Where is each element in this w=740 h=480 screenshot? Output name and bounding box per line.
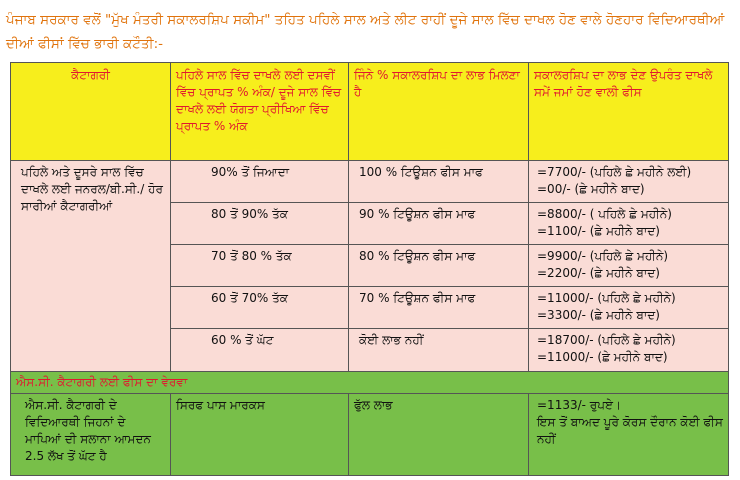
sc-fee-amount: =1133/- ਰੁਪਏ।: [537, 398, 622, 412]
column-header-marks: ਪਹਿਲੇ ਸਾਲ ਵਿੱਚ ਦਾਖਲੇ ਲਈ ਦਸਵੀਂ ਵਿੱਚ ਪ੍ਰਾਪਤ % ਅੰਕ/ ਦੂਜੇ ਸਾਲ ਵਿੱਚ ਦਾਖਲੇ ਲਈ ਯੋਗਤਾ ਪ੍ਰੀਖਿਆ ਵਿੱਚ ਪ੍ਰਾਪਤ % ਅੰਕ: [171, 63, 349, 161]
fee-after-six-months: =2200/- (ਛੇ ਮਹੀਨੇ ਬਾਦ): [537, 266, 660, 280]
sc-fee-note: ਇਸ ਤੋਂ ਬਾਅਦ ਪੂਰੇ ਕੋਰਸ ਦੌਰਾਨ ਕੋਈ ਫੀਸ ਨਹੀਂ: [537, 415, 723, 446]
fee-after-six-months: =3300/- (ਛੇ ਮਹੀਨੇ ਬਾਦ): [537, 308, 660, 322]
marks-item: 70 ਤੋਂ 80 % ਤੱਕ: [171, 245, 348, 287]
sc-marks-cell: ਸਿਰਫ ਪਾਸ ਮਾਰਕਸ: [171, 394, 349, 476]
sc-category-cell: ਐਸ.ਸੀ. ਕੈਟਾਗਰੀ ਦੇ ਵਿਦਿਆਰਥੀ ਜਿਹਨਾਂ ਦੇ ਮਾਪਿਆਂ ਦੀ ਸਲਾਨਾ ਆਮਦਨ 2.5 ਲੱਖ ਤੋਂ ਘੱਟ ਹੈ: [11, 394, 171, 476]
column-header-category: ਕੈਟਾਗਰੀ: [11, 63, 171, 161]
marks-item: 60 ਤੋਂ 70% ਤੱਕ: [171, 287, 348, 329]
marks-cell: [171, 161, 349, 372]
column-header-benefit: ਜਿੰਨੇ % ਸਕਾਲਰਸ਼ਿਪ ਦਾ ਲਾਭ ਮਿਲਣਾ ਹੈ: [349, 63, 529, 161]
fee-item: [529, 245, 728, 287]
fee-after-six-months: =00/- (ਛੇ ਮਹੀਨੇ ਬਾਦ): [537, 182, 645, 196]
general-category-cell: ਪਹਿਲੇ ਅਤੇ ਦੂਸਰੇ ਸਾਲ ਵਿੱਚ ਦਾਖਲੇ ਲਈ ਜਨਰਲ/ਬੀ.ਸੀ./ ਹੋਰ ਸਾਰੀਆਂ ਕੈਟਾਗਰੀਆਂ: [11, 161, 171, 372]
fee-item: [529, 287, 728, 329]
sc-benefit-cell: ਫੁੱਲ ਲਾਭ: [349, 394, 529, 476]
marks-item: 80 ਤੋਂ 90% ਤੱਕ: [171, 203, 348, 245]
fee-after-six-months: =1100/- (ਛੇ ਮਹੀਨੇ ਬਾਦ): [537, 224, 660, 238]
page-heading: ਪੰਜਾਬ ਸਰਕਾਰ ਵਲੋਂ "ਮੁੱਖ ਮੰਤਰੀ ਸਕਾਲਰਸ਼ਿਪ ਸਕੀਮ" ਤਹਿਤ ਪਹਿਲੇ ਸਾਲ ਅਤੇ ਲੀਟ ਰਾਹੀਂ ਦੂਜੇ ਸਾਲ ਵਿੱਚ ਦਾਖਲ ਹੋਣ ਵਾਲੇ ਹੋਣਹਾਰ ਵਿਦਿਆਰਥੀਆਂ ਦੀਆਂ ਫੀਸਾਂ ਵਿੱਚ ਭਾਰੀ ਕਟੌਤੀ:-: [6, 12, 725, 52]
fee-first-six-months: =18700/- (ਪਹਿਲੇ ਛੇ ਮਹੀਨੇ): [537, 333, 676, 347]
fee-cell: [529, 161, 729, 372]
marks-item: 90% ਤੋਂ ਜਿਆਦਾ: [171, 161, 348, 203]
benefit-item: 90 % ਟਿਊਸ਼ਨ ਫੀਸ ਮਾਫ: [349, 203, 528, 245]
fee-after-six-months: =11000/- (ਛੇ ਮਹੀਨੇ ਬਾਦ): [537, 350, 668, 364]
benefit-cell: [349, 161, 529, 372]
general-category-row: [11, 161, 729, 372]
table-header-row: [11, 63, 729, 161]
benefit-item: ਕੋਈ ਲਾਭ ਨਹੀਂ: [359, 333, 424, 347]
benefit-item: 70 % ਟਿਊਸ਼ਨ ਫੀਸ ਮਾਫ: [349, 287, 528, 329]
column-header-fee: ਸਕਾਲਰਸ਼ਿਪ ਦਾ ਲਾਭ ਦੇਣ ਉਪਰੰਤ ਦਾਖਲੇ ਸਮੇਂ ਜਮਾਂ ਹੋਣ ਵਾਲੀ ਫੀਸ: [529, 63, 729, 161]
fee-first-six-months: =8800/- ( ਪਹਿਲੇ ਛੇ ਮਹੀਨੇ): [537, 207, 672, 221]
scholarship-table: [10, 62, 729, 476]
benefit-item: 100 % ਟਿਊਸ਼ਨ ਫੀਸ ਮਾਫ: [349, 161, 528, 203]
fee-item: [529, 329, 728, 371]
fee-first-six-months: =7700/- (ਪਹਿਲੇ ਛੇ ਮਹੀਨੇ ਲਈ): [537, 165, 692, 179]
fee-first-six-months: =9900/- (ਪਹਿਲੇ ਛੇ ਮਹੀਨੇ): [537, 249, 669, 263]
fee-item: [529, 161, 728, 203]
sc-category-row: [11, 394, 729, 476]
fee-item: [529, 203, 728, 245]
sc-section-title-row: [11, 372, 729, 394]
benefit-item: 80 % ਟਿਊਸ਼ਨ ਫੀਸ ਮਾਫ: [349, 245, 528, 287]
fee-first-six-months: =11000/- (ਪਹਿਲੇ ਛੇ ਮਹੀਨੇ): [537, 291, 676, 305]
marks-item: 60 % ਤੋਂ ਘੱਟ: [211, 333, 274, 347]
sc-fee-cell: [529, 394, 729, 476]
sc-section-title: ਐਸ.ਸੀ. ਕੈਟਾਗਰੀ ਲਈ ਫੀਸ ਦਾ ਵੇਰਵਾ: [11, 372, 729, 394]
